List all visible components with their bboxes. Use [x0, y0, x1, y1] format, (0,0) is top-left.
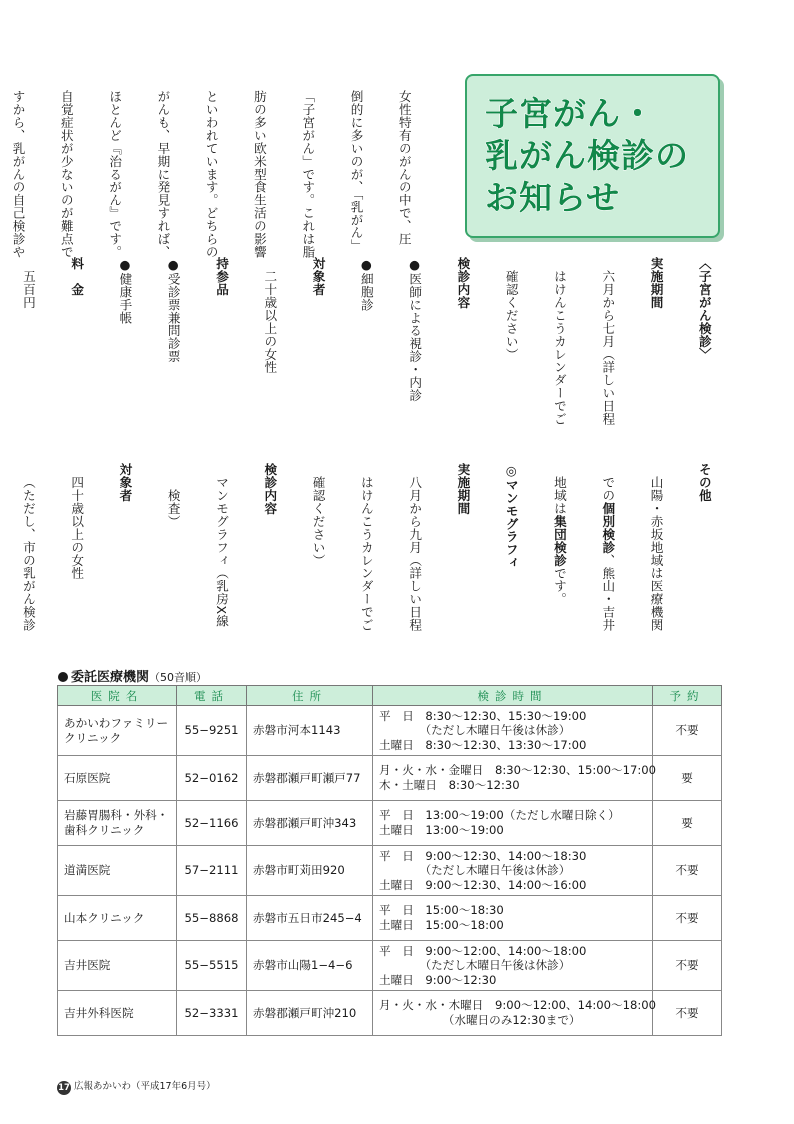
clinic-name: 吉井医院	[58, 941, 177, 991]
page-title-line3: お知らせ	[485, 178, 621, 217]
clinic-reservation: 不要	[653, 706, 722, 756]
col-header-tel: 電話	[177, 686, 247, 706]
table-row	[58, 801, 722, 846]
clinic-hours: 平 日 9:00〜12:30、14:00〜18:30 （ただし木曜日午後は休診） 土曜日 9:00〜12:30、14:00〜16:00	[373, 846, 653, 896]
period-label: 実施期間	[455, 463, 471, 515]
clinic-reservation: 不要	[653, 991, 722, 1036]
intro-line: 自覚症状が少ないのが難点で	[58, 90, 74, 259]
col-header-name: 医院名	[58, 686, 177, 706]
page-title-line1: 子宮がん・	[485, 94, 655, 133]
clinic-hours: 月・火・水・金曜日 8:30〜12:30、15:00〜17:00 木・土曜日 8:30〜12:30	[373, 756, 653, 801]
page-footer	[57, 1078, 216, 1095]
clinic-name: 岩藤胃腸科・外科・ 歯科クリニック	[58, 801, 177, 846]
intro-line: すから、乳がんの自己検診や	[10, 90, 26, 259]
table-row	[58, 706, 722, 756]
clinic-reservation: 要	[653, 801, 722, 846]
table-row	[58, 756, 722, 801]
clinic-hours: 平 日 13:00〜19:00（ただし水曜日除く） 土曜日 13:00〜19:00	[373, 801, 653, 846]
content-line: 検査）	[165, 489, 181, 528]
clinic-name: 石原医院	[58, 756, 177, 801]
clinic-hours: 平 日 15:00〜18:30 土曜日 15:00〜18:00	[373, 896, 653, 941]
col-header-address: 住所	[247, 686, 373, 706]
uterine-section	[0, 257, 744, 447]
fee-label: 料 金	[69, 257, 85, 296]
period-line: 六月から七月（詳しい日程	[600, 270, 616, 426]
target-label: 対象者	[117, 463, 133, 502]
period-line: はけんこうカレンダーでご	[551, 270, 567, 426]
table-row	[58, 991, 722, 1036]
clinic-tel: 57−2111	[177, 846, 247, 896]
clinic-reservation: 不要	[653, 846, 722, 896]
clinic-reservation: 不要	[653, 941, 722, 991]
fee-line: 五百円	[20, 270, 36, 309]
clinic-tel: 55−8868	[177, 896, 247, 941]
clinic-hours: 月・火・水・木曜日 9:00〜12:00、14:00〜18:00 （水曜日のみ12:30まで）	[373, 991, 653, 1036]
clinic-address: 赤磐市五日市245−4	[247, 896, 373, 941]
intro-line: 「子宮がん」です。これは脂	[300, 90, 316, 259]
table-row	[58, 941, 722, 991]
target-label: 対象者	[310, 257, 326, 296]
clinic-tel: 52−3331	[177, 991, 247, 1036]
clinic-name: 山本クリニック	[58, 896, 177, 941]
clinic-address: 赤磐郡瀬戸町沖210	[247, 991, 373, 1036]
content-line: ●医師による視診・内診	[407, 257, 423, 402]
clinic-tel: 52−0162	[177, 756, 247, 801]
clinic-address: 赤磐郡瀬戸町瀬戸77	[247, 756, 373, 801]
clinic-address: 赤磐市山陽1−4−6	[247, 941, 373, 991]
content-line: マンモグラフィ（乳房X線	[214, 476, 229, 628]
col-header-hours: 検診時間	[373, 686, 653, 706]
clinic-hours: 平 日 9:00〜12:00、14:00〜18:00 （ただし木曜日午後は休診） 土曜日 9:00〜12:30	[373, 941, 653, 991]
clinics-table	[57, 685, 722, 1036]
period-line: 八月から九月（詳しい日程	[407, 476, 423, 632]
period-line: 確認ください）	[503, 270, 519, 361]
target-line: 二十歳以上の女性	[262, 270, 278, 374]
other-line: 地域は集団検診です。	[551, 476, 567, 606]
page-title-line2: 乳がん検診の	[485, 136, 689, 175]
items-line: ●健康手帳	[117, 257, 133, 325]
table-header-row	[58, 686, 722, 706]
clinic-address: 赤磐郡瀬戸町沖343	[247, 801, 373, 846]
clinic-name: 道満医院	[58, 846, 177, 896]
bullet-icon	[58, 672, 68, 682]
table-row	[58, 896, 722, 941]
target-line: （ただし、市の乳がん検診	[20, 476, 36, 632]
period-line: 確認ください）	[310, 476, 326, 567]
items-label: 持参品	[214, 257, 229, 296]
clinic-tel: 52−1166	[177, 801, 247, 846]
content-line: ●細胞診	[358, 257, 374, 312]
period-label: 実施期間	[648, 257, 664, 309]
clinic-address: 赤磐市河本1143	[247, 706, 373, 756]
clinic-tel: 55−9251	[177, 706, 247, 756]
intro-line: ほとんど『治るがん』です。	[107, 90, 123, 259]
target-line: 四十歳以上の女性	[69, 476, 85, 580]
intro-line: 女性特有のがんの中で、圧	[396, 90, 412, 246]
content-label: 検診内容	[262, 463, 278, 515]
intro-text	[0, 90, 444, 260]
clinic-address: 赤磐市町苅田920	[247, 846, 373, 896]
clinic-tel: 55−5515	[177, 941, 247, 991]
other-line: での個別検診、熊山・吉井	[600, 476, 616, 632]
table-row	[58, 846, 722, 896]
other-heading: その他	[696, 463, 712, 502]
clinic-reservation: 要	[653, 756, 722, 801]
uterine-heading: 〈子宮がん検診〉	[696, 257, 712, 361]
intro-line: といわれています。どちらの	[203, 90, 219, 259]
intro-line: 肪の多い欧米型食生活の影響	[251, 90, 267, 259]
items-line: ●受診票兼問診票	[165, 257, 181, 363]
clinic-name: あかいわファミリー クリニック	[58, 706, 177, 756]
footer-text: 広報あかいわ（平成17年6月号）	[74, 1081, 216, 1092]
col-header-reservation: 予約	[653, 686, 722, 706]
intro-line: がんも、早期に発見すれば、	[155, 90, 171, 259]
period-line: はけんこうカレンダーでご	[358, 476, 374, 632]
title-box	[465, 74, 720, 238]
clinic-reservation: 不要	[653, 896, 722, 941]
clinic-name: 吉井外科医院	[58, 991, 177, 1036]
page-number: 17	[58, 1083, 70, 1093]
intro-line: 倒的に多いのが、「乳がん」	[348, 90, 364, 253]
content-label: 検診内容	[455, 257, 471, 309]
table-heading: 委託医療機関（50音順）	[58, 666, 207, 685]
clinic-hours: 平 日 8:30〜12:30、15:30〜19:00 （ただし木曜日午後は休診） 土曜日 8:30〜12:30、13:30〜17:00	[373, 706, 653, 756]
mammo-heading: ◎マンモグラフィ	[503, 463, 519, 569]
other-line: 山陽・赤坂地域は医療機関	[648, 476, 664, 632]
lower-section	[0, 463, 744, 648]
